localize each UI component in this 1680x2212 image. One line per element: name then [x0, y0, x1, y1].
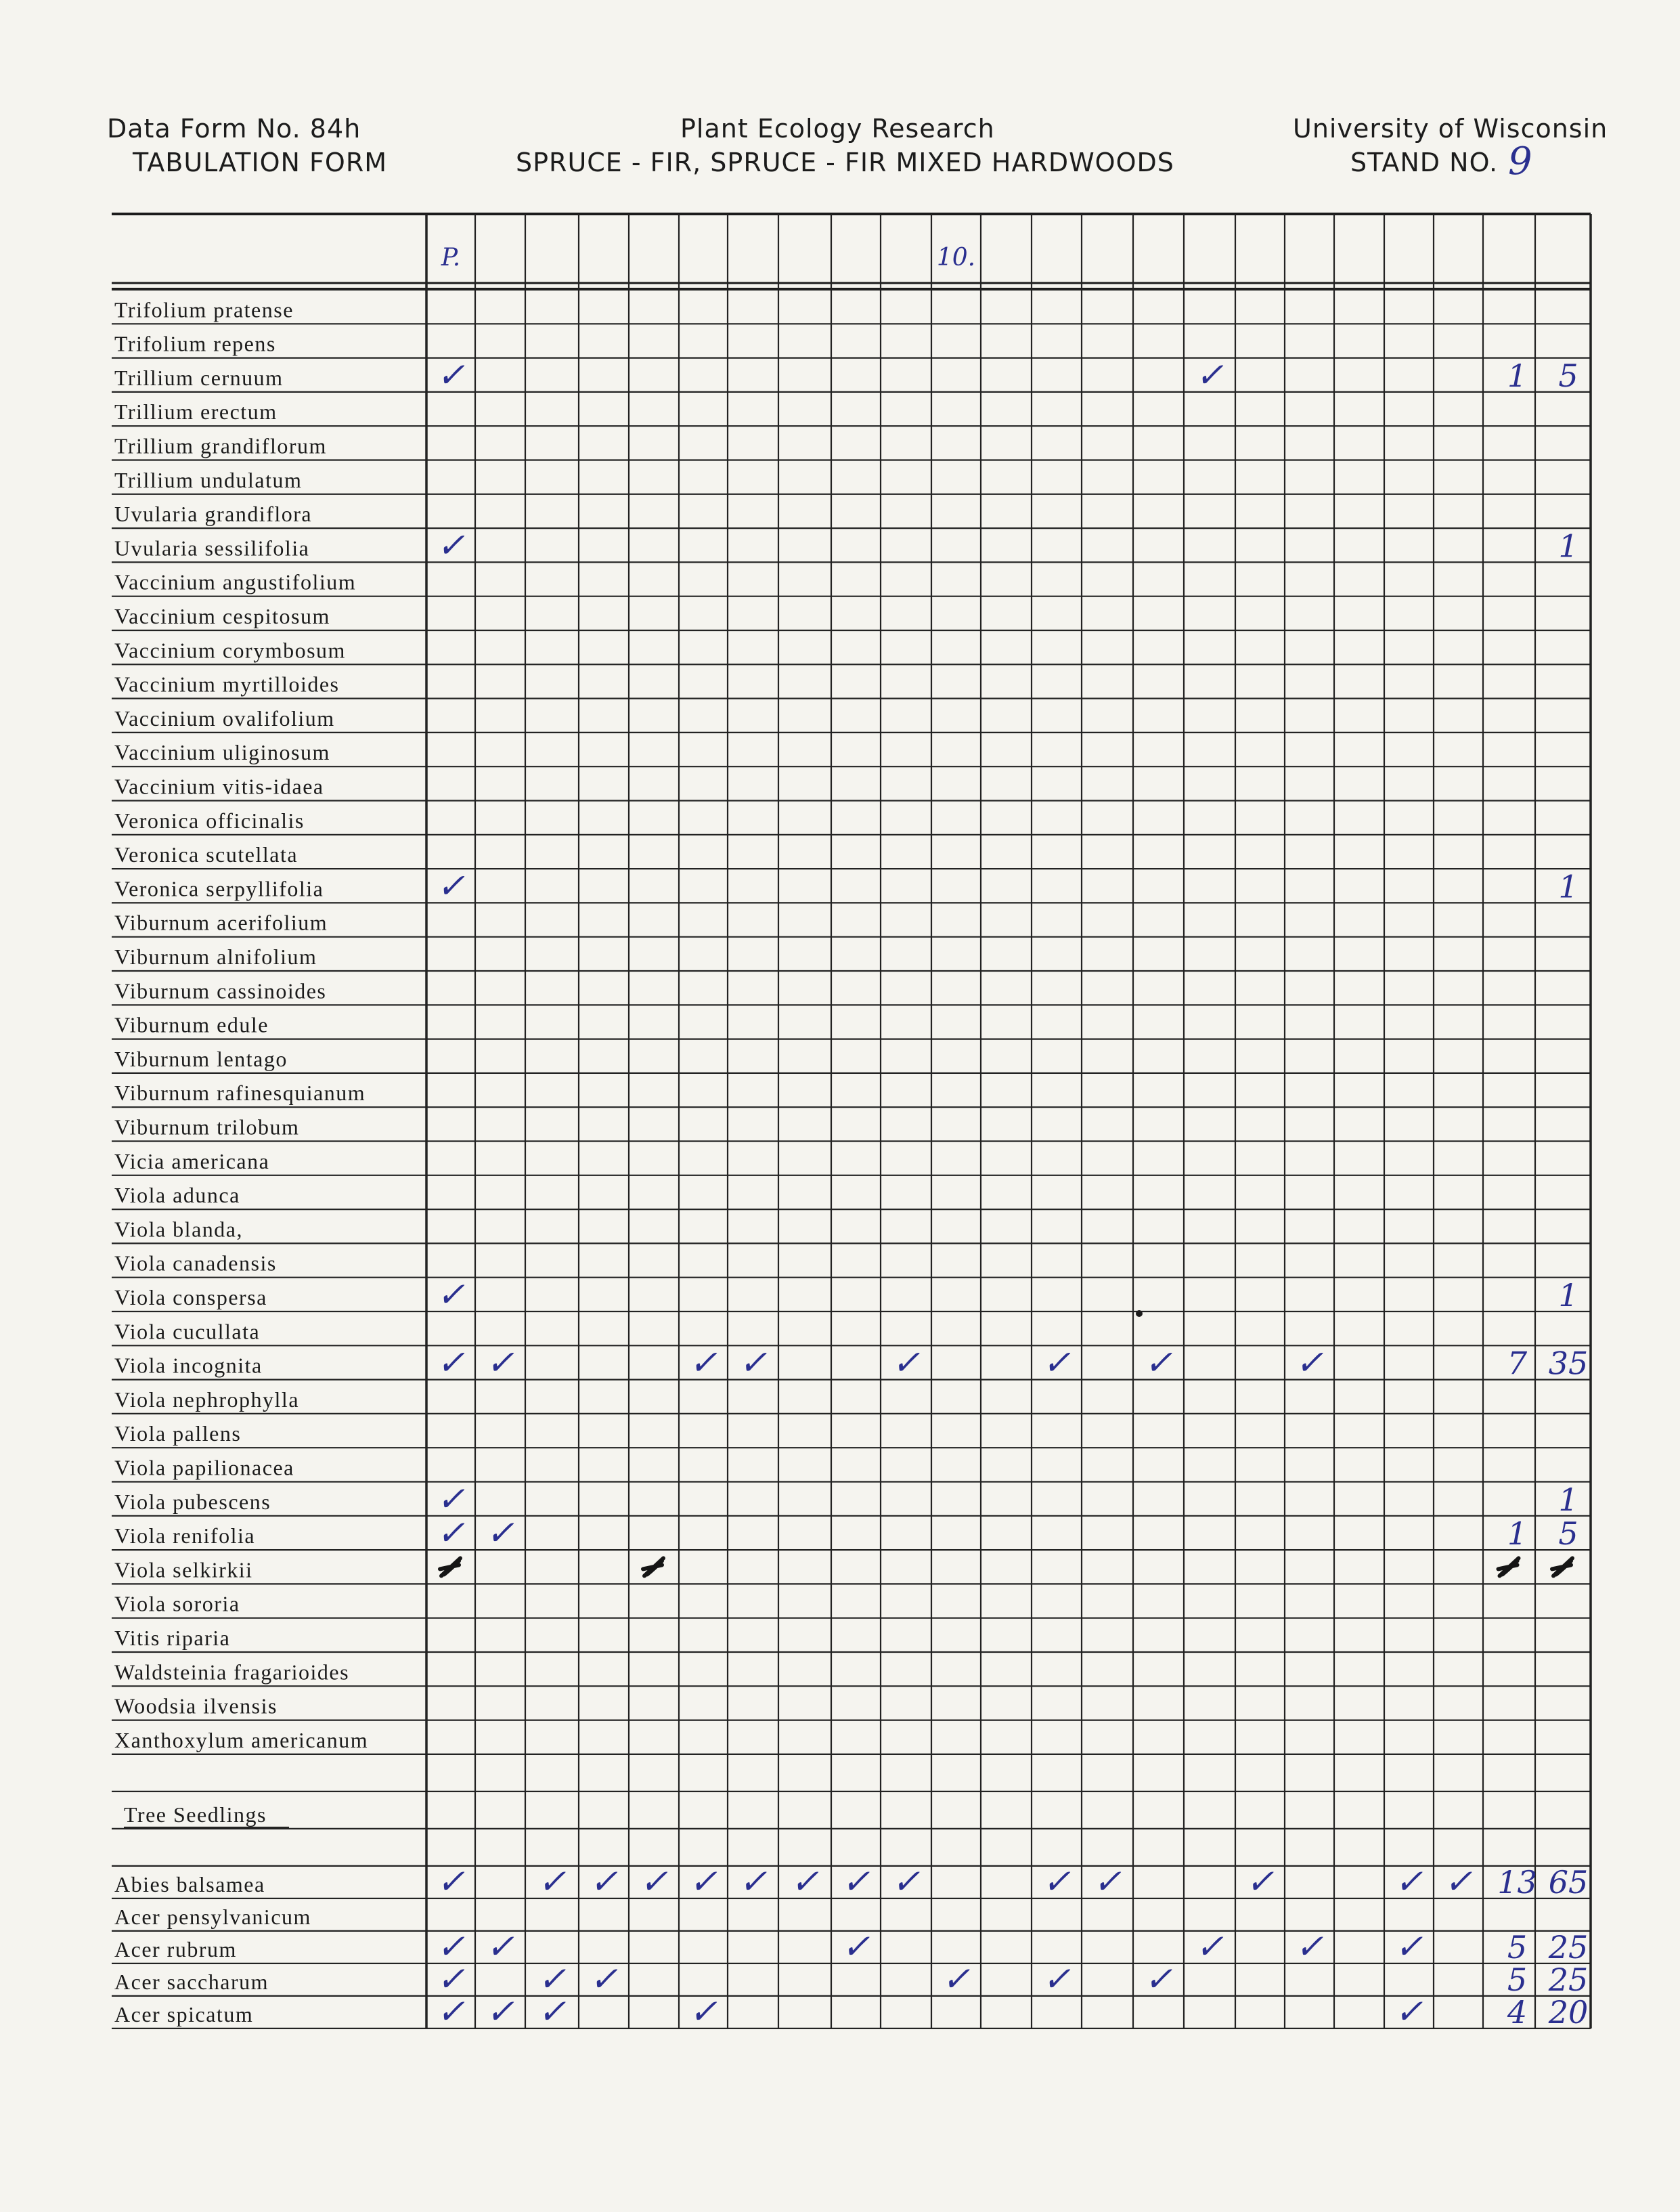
check-mark: ✓	[590, 1861, 618, 1901]
species-label: Viola blanda,	[114, 1217, 243, 1242]
species-label: Acer saccharum	[114, 1969, 269, 1994]
check-mark: ✓	[1394, 1991, 1423, 2031]
species-label: Viola renifolia	[114, 1523, 256, 1548]
species-label: Viburnum rafinesquianum	[114, 1081, 366, 1106]
scribble-mark	[1499, 1558, 1519, 1576]
ink-dot	[1136, 1310, 1143, 1317]
species-label: Vaccinium cespitosum	[114, 604, 330, 628]
check-mark: ✓	[891, 1861, 921, 1901]
university-name: University of Wisconsin	[1293, 114, 1608, 144]
check-mark: ✓	[738, 1861, 768, 1901]
species-label: Veronica serpyllifolia	[114, 876, 324, 901]
check-mark: ✓	[640, 1861, 668, 1901]
frequency-value: 4	[1507, 1993, 1528, 2031]
species-label: Vicia americana	[114, 1148, 270, 1173]
species-label: Uvularia grandiflora	[114, 502, 313, 527]
species-label: Vaccinium angustifolium	[114, 569, 357, 594]
species-label: Viola conspersa	[114, 1285, 267, 1309]
check-mark: ✓	[891, 1343, 921, 1383]
species-label: Trifolium pratense	[114, 297, 294, 322]
species-label: Viola cucullata	[114, 1319, 261, 1344]
species-label: Viola papilionacea	[114, 1455, 294, 1480]
species-label: Woodsia ilvensis	[114, 1693, 278, 1718]
species-label: Viburnum alnifolium	[114, 945, 317, 969]
species-label: Vaccinium myrtilloides	[114, 672, 340, 697]
check-mark: ✓	[1295, 1926, 1324, 1966]
check-mark: ✓	[437, 1513, 465, 1553]
species-label: Acer pensylvanicum	[114, 1904, 311, 1929]
species-label: Viburnum trilobum	[114, 1114, 300, 1140]
percent-value: 25	[1548, 1928, 1589, 1966]
check-mark: ✓	[437, 1479, 465, 1519]
check-mark: ✓	[1444, 1861, 1473, 1901]
check-mark: ✓	[1144, 1343, 1173, 1383]
check-mark: ✓	[1394, 1926, 1423, 1966]
species-label: Viola incognita	[114, 1353, 263, 1378]
check-mark: ✓	[791, 1861, 819, 1901]
check-mark: ✓	[437, 1275, 465, 1314]
species-label: Viola sororia	[114, 1591, 240, 1616]
species-label: Veronica scutellata	[114, 842, 299, 867]
check-mark: ✓	[437, 525, 465, 565]
species-label: Acer spicatum	[114, 2001, 254, 2026]
check-mark: ✓	[486, 1926, 514, 1966]
species-label: Viola canadensis	[114, 1251, 277, 1276]
check-mark: ✓	[738, 1343, 768, 1383]
check-mark: ✓	[689, 1991, 717, 2031]
check-mark: ✓	[689, 1861, 717, 1901]
species-label: Viola pubescens	[114, 1489, 271, 1514]
frequency-value: 7	[1507, 1345, 1528, 1382]
species-label: Trillium cernuum	[114, 365, 284, 390]
check-mark: ✓	[537, 1991, 567, 2031]
check-mark: ✓	[1295, 1343, 1324, 1383]
check-mark: ✓	[437, 1861, 465, 1901]
check-mark: ✓	[841, 1926, 870, 1966]
percent-value: 1	[1558, 527, 1578, 565]
frequency-value: 13	[1497, 1863, 1537, 1901]
frequency-value: 5	[1507, 1928, 1528, 1966]
species-label: Trillium undulatum	[114, 467, 303, 492]
frequency-value: 1	[1507, 357, 1528, 394]
check-mark: ✓	[1042, 1861, 1071, 1901]
column-header: 10.	[936, 244, 976, 272]
frequency-value: 5	[1507, 1961, 1528, 1998]
form-type: TABULATION FORM	[133, 148, 388, 177]
species-label: Viburnum edule	[114, 1012, 269, 1037]
species-label: Viola pallens	[114, 1421, 242, 1446]
column-header: P.	[441, 244, 461, 272]
check-mark: ✓	[486, 1343, 514, 1383]
species-label: Viola nephrophylla	[114, 1387, 300, 1412]
percent-value: 1	[1558, 1481, 1578, 1518]
species-label: Vitis riparia	[114, 1626, 231, 1650]
species-label: Vaccinium uliginosum	[114, 740, 330, 765]
check-mark: ✓	[942, 1959, 971, 1999]
scribble-mark	[1552, 1558, 1572, 1576]
check-mark: ✓	[537, 1861, 567, 1901]
check-mark: ✓	[1042, 1959, 1071, 1999]
species-label: Xanthoxylum americanum	[114, 1727, 369, 1752]
check-mark: ✓	[1093, 1861, 1122, 1901]
species-label: Vaccinium corymbosum	[114, 638, 346, 663]
species-label: Tree Seedlings	[124, 1802, 267, 1827]
check-mark: ✓	[1144, 1959, 1173, 1999]
species-label: Viola selkirkii	[114, 1557, 253, 1582]
stand-label: STAND NO.	[1350, 148, 1499, 177]
check-mark: ✓	[437, 355, 465, 395]
species-label: Acer rubrum	[114, 1936, 237, 1961]
check-mark: ✓	[1195, 355, 1224, 395]
species-label: Vaccinium vitis-idaea	[114, 774, 324, 799]
check-mark: ✓	[437, 866, 465, 906]
form-subtitle: SPRUCE - FIR, SPRUCE - FIR MIXED HARDWOODS	[516, 148, 1174, 177]
check-mark: ✓	[537, 1959, 567, 1999]
check-mark: ✓	[1245, 1861, 1275, 1901]
species-label: Viburnum lentago	[114, 1046, 288, 1071]
check-mark: ✓	[1195, 1926, 1224, 1966]
check-mark: ✓	[689, 1343, 717, 1383]
species-label: Waldsteinia fragarioides	[114, 1660, 350, 1685]
species-label: Trillium grandiflorum	[114, 433, 327, 458]
percent-value: 1	[1558, 868, 1578, 905]
percent-value: 65	[1548, 1863, 1589, 1901]
check-mark: ✓	[1394, 1861, 1423, 1901]
species-label: Veronica officinalis	[114, 808, 305, 833]
check-mark: ✓	[1042, 1343, 1071, 1383]
check-mark: ✓	[841, 1861, 870, 1901]
species-label: Uvularia sessilifolia	[114, 536, 310, 561]
check-mark: ✓	[437, 1959, 465, 1999]
check-mark: ✓	[437, 1926, 465, 1966]
check-mark: ✓	[590, 1959, 618, 1999]
percent-value: 5	[1558, 357, 1578, 394]
frequency-value: 1	[1507, 1515, 1528, 1553]
check-mark: ✓	[486, 1513, 514, 1553]
species-label: Abies balsamea	[114, 1871, 265, 1896]
species-label: Viburnum cassinoides	[114, 978, 327, 1003]
scribble-mark	[643, 1558, 663, 1576]
org-title: Plant Ecology Research	[680, 114, 995, 144]
check-mark: ✓	[486, 1991, 514, 2031]
percent-value: 5	[1558, 1515, 1578, 1553]
percent-value: 35	[1548, 1345, 1589, 1382]
percent-value: 25	[1548, 1961, 1589, 1998]
species-label: Viburnum acerifolium	[114, 910, 328, 935]
scribble-mark	[440, 1558, 460, 1576]
percent-value: 1	[1558, 1277, 1578, 1314]
check-mark: ✓	[437, 1991, 465, 2031]
species-label: Viola adunca	[114, 1183, 240, 1208]
species-label: Trifolium repens	[114, 331, 276, 356]
species-label: Trillium erectum	[114, 399, 278, 425]
species-label: Vaccinium ovalifolium	[114, 706, 335, 731]
form-number: Data Form No. 84h	[107, 114, 361, 144]
check-mark: ✓	[437, 1343, 465, 1383]
percent-value: 20	[1548, 1993, 1589, 2031]
stand-number: 9	[1508, 139, 1533, 183]
